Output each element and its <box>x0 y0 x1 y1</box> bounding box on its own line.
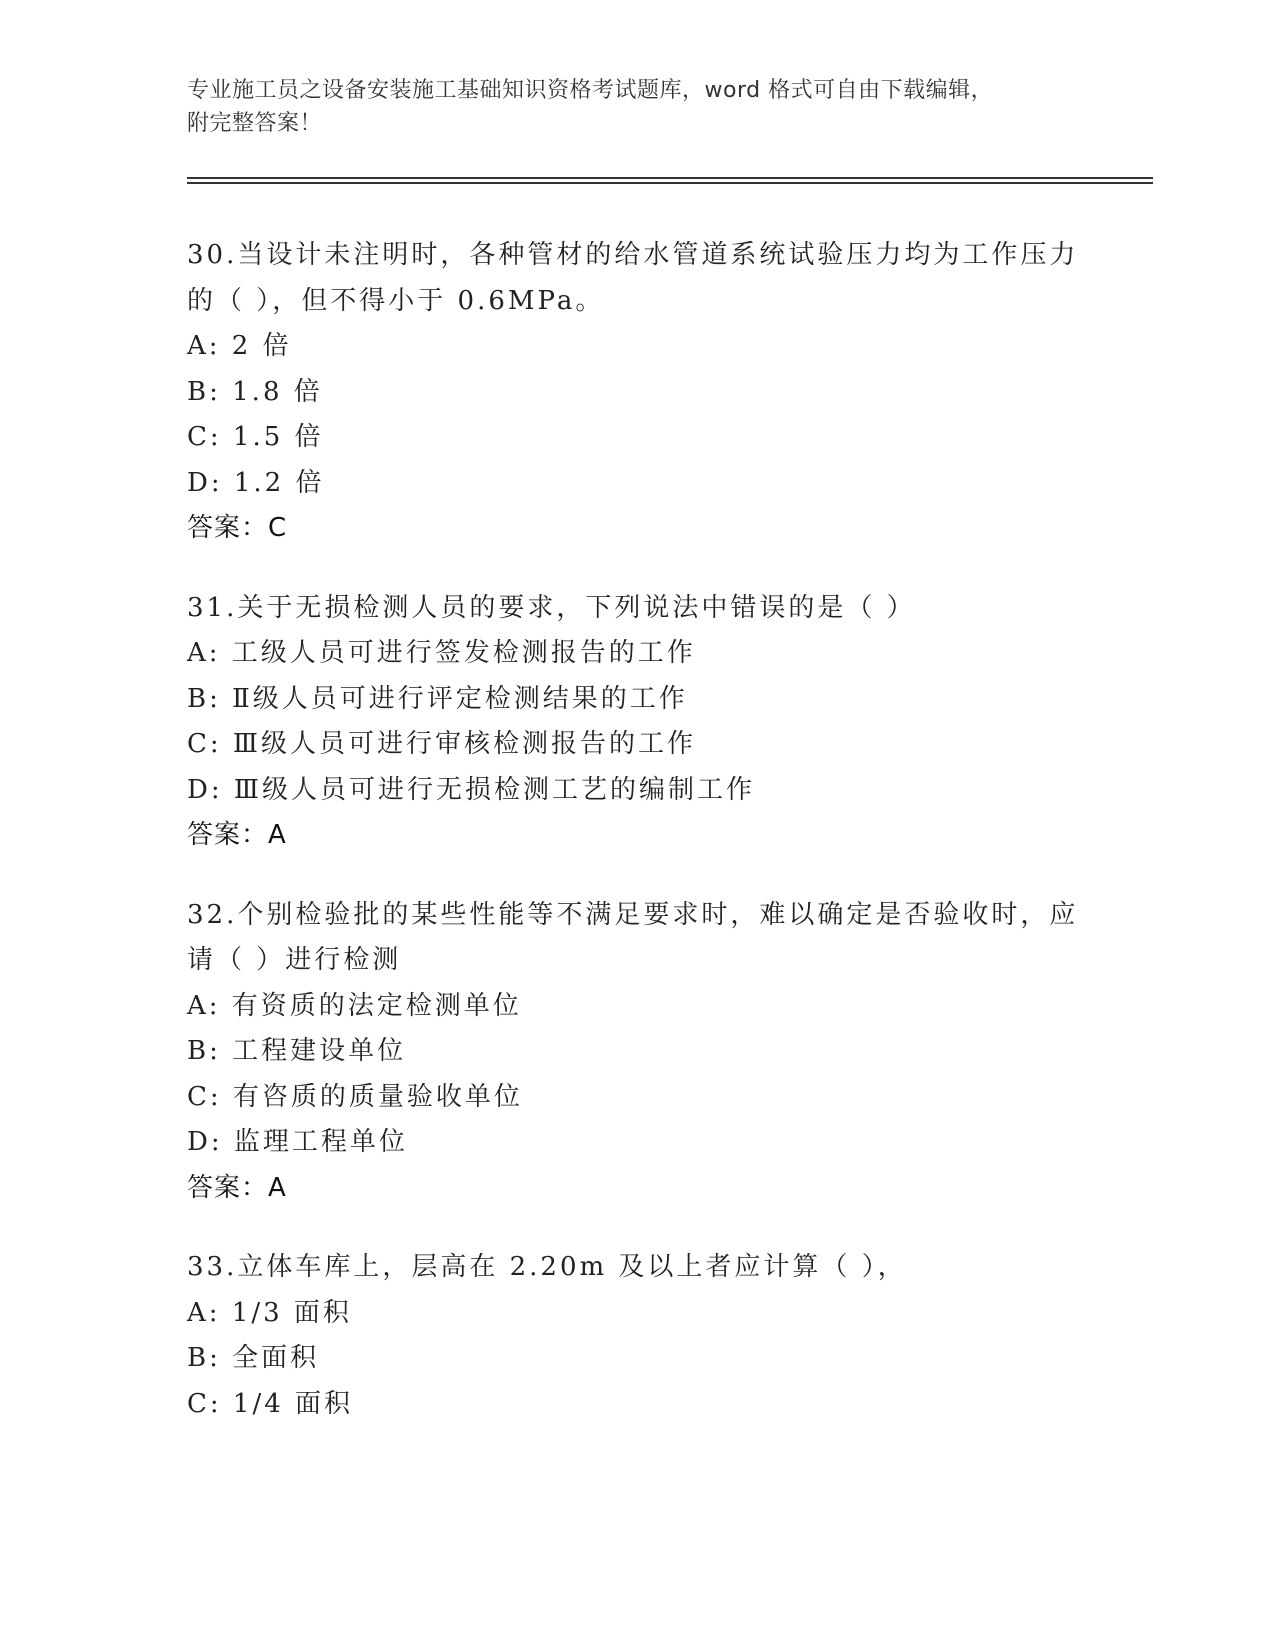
option-c: C: 1/4 面积 <box>187 1388 354 1419</box>
option-b: B: Ⅱ级人员可进行评定检测结果的工作 <box>187 683 688 714</box>
question-30 <box>187 233 1087 552</box>
question-stem-line: 30.当设计未注明时，各种管材的给水管道系统试验压力均为工作压力 <box>187 240 1079 270</box>
option-d: D: Ⅲ级人员可进行无损检测工艺的编制工作 <box>187 774 755 805</box>
answer: 答案：C <box>187 513 288 543</box>
question-stem-line: 33.立体车库上，层高在 2.20m 及以上者应计算（ ）， <box>187 1252 907 1282</box>
option-a: A: 1/3 面积 <box>187 1297 352 1328</box>
question-list <box>187 233 1087 1461</box>
question-33 <box>187 1245 1087 1427</box>
option-a: A: 工级人员可进行签发检测报告的工作 <box>187 638 696 668</box>
question-stem-line: 32.个别检验批的某些性能等不满足要求时，难以确定是否验收时，应 <box>187 899 1079 930</box>
option-b: B: 1.8 倍 <box>187 376 323 407</box>
header-line-2: 附完整答案！ <box>187 111 323 136</box>
question-32 <box>187 893 1087 1212</box>
question-stem-line: 的（ ），但不得小于 0.6MPa。 <box>187 285 605 316</box>
question-stem-line: 31.关于无损检测人员的要求，下列说法中错误的是（ ） <box>187 592 916 623</box>
option-d: D: 1.2 倍 <box>187 467 325 498</box>
option-c: C: 1.5 倍 <box>187 422 324 452</box>
question-31 <box>187 586 1087 859</box>
option-a: A: 2 倍 <box>187 331 292 361</box>
header-divider-bottom <box>187 182 1153 184</box>
option-b: B: 工程建设单位 <box>187 1036 407 1066</box>
question-stem-line: 请（ ）进行检测 <box>187 945 402 975</box>
header-divider-top <box>187 177 1153 179</box>
document-header <box>187 74 1087 140</box>
answer: 答案：A <box>187 820 287 850</box>
option-c: C: Ⅲ级人员可进行审核检测报告的工作 <box>187 729 696 759</box>
option-d: D: 监理工程单位 <box>187 1127 408 1157</box>
option-a: A: 有资质的法定检测单位 <box>187 990 522 1021</box>
option-c: C: 有咨质的质量验收单位 <box>187 1081 523 1112</box>
header-line-1: 专业施工员之设备安装施工基础知识资格考试题库，word 格式可自由下载编辑， <box>187 78 994 103</box>
answer: 答案：A <box>187 1172 287 1203</box>
option-b: B: 全面积 <box>187 1343 320 1373</box>
